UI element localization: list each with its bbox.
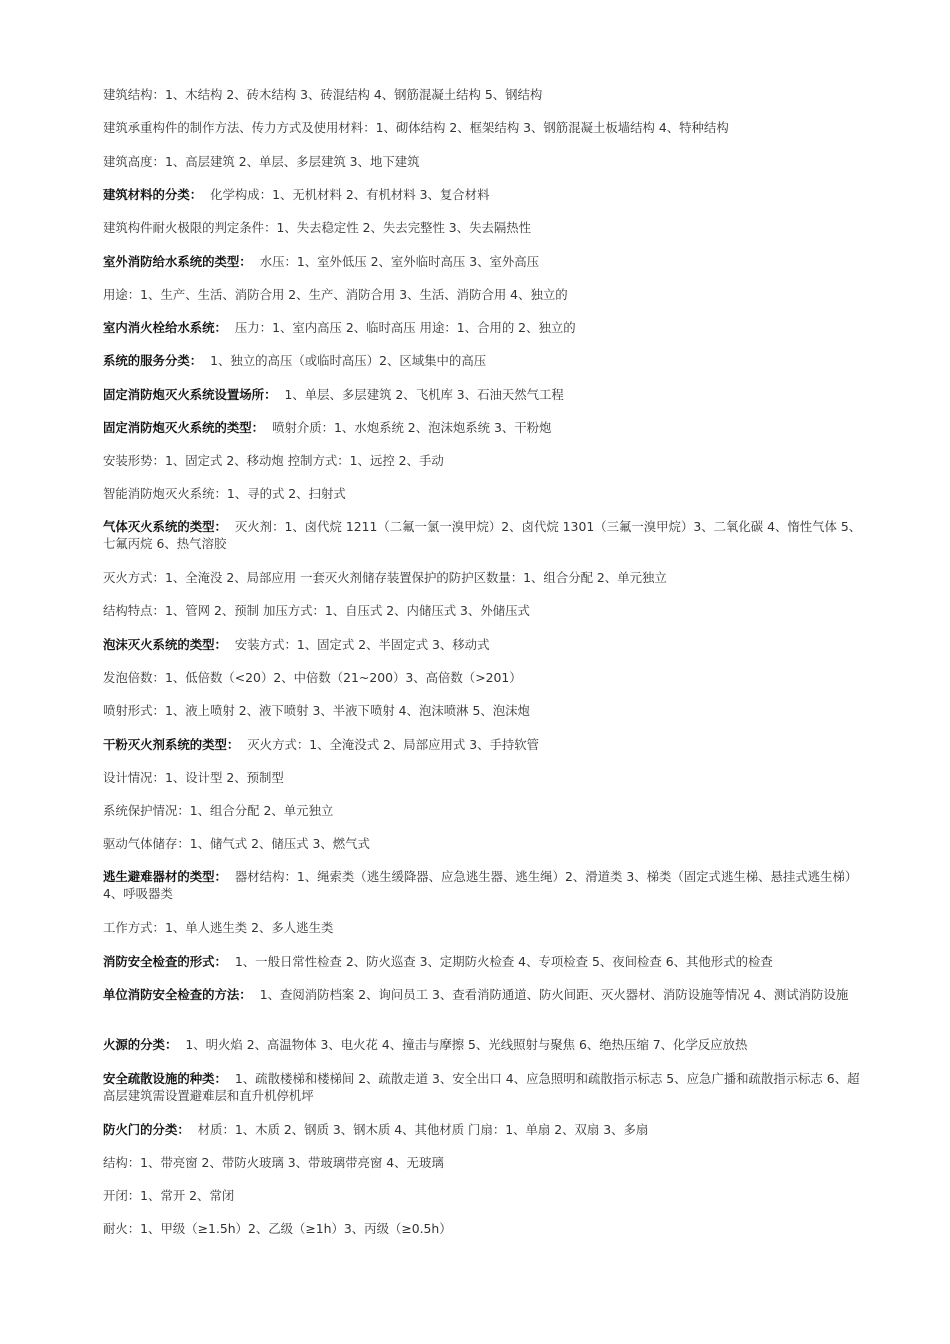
paragraph bbox=[103, 702, 863, 719]
paragraph-text: 开闭：1、常开 2、常闭 bbox=[103, 1188, 235, 1203]
paragraph-heading: 室内消火栓给水系统： bbox=[103, 320, 227, 335]
paragraph-heading: 固定消防炮灭火系统的类型： bbox=[103, 420, 265, 435]
paragraph-text: 用途：1、生产、生活、消防合用 2、生产、消防合用 3、生活、消防合用 4、独立的 bbox=[103, 287, 568, 302]
paragraph-text: 1、疏散楼梯和楼梯间 2、疏散走道 3、安全出口 4、应急照明和疏散指示标志 5、应急广播和疏散指示标志 6、超高层建筑需设置避难层和直升机停机坪 bbox=[103, 1071, 860, 1103]
paragraph-heading: 防火门的分类： bbox=[103, 1122, 190, 1137]
paragraph bbox=[103, 485, 863, 502]
paragraph bbox=[103, 352, 863, 369]
paragraph-text: 工作方式：1、单人逃生类 2、多人逃生类 bbox=[103, 920, 334, 935]
paragraph-text: 1、单层、多层建筑 2、飞机库 3、石油天然气工程 bbox=[284, 387, 564, 402]
paragraph bbox=[103, 452, 863, 469]
paragraph-text: 压力：1、室内高压 2、临时高压 用途：1、合用的 2、独立的 bbox=[234, 320, 576, 335]
paragraph-heading: 火源的分类： bbox=[103, 1037, 178, 1052]
paragraph-text: 灭火方式：1、全淹没式 2、局部应用式 3、手持软管 bbox=[247, 737, 540, 752]
paragraph bbox=[103, 636, 863, 653]
paragraph-text: 发泡倍数：1、低倍数（<20）2、中倍数（21~200）3、高倍数（>201） bbox=[103, 670, 522, 685]
paragraph-text: 驱动气体储存：1、储气式 2、储压式 3、燃气式 bbox=[103, 836, 370, 851]
paragraph bbox=[103, 1220, 863, 1237]
paragraph bbox=[103, 769, 863, 786]
paragraph-heading: 室外消防给水系统的类型： bbox=[103, 254, 252, 269]
paragraph-heading: 安全疏散设施的种类： bbox=[103, 1071, 227, 1086]
paragraph bbox=[103, 419, 863, 436]
paragraph bbox=[103, 919, 863, 936]
paragraph-heading: 消防安全检查的形式： bbox=[103, 954, 227, 969]
paragraph-text: 建筑高度：1、高层建筑 2、单层、多层建筑 3、地下建筑 bbox=[103, 154, 420, 169]
paragraph-heading: 泡沫灭火系统的类型： bbox=[103, 637, 227, 652]
paragraph-text: 系统保护情况：1、组合分配 2、单元独立 bbox=[103, 803, 334, 818]
paragraph-heading: 固定消防炮灭火系统设置场所： bbox=[103, 387, 277, 402]
paragraph bbox=[103, 602, 863, 619]
paragraph-text: 结构：1、带亮窗 2、带防火玻璃 3、带玻璃带亮窗 4、无玻璃 bbox=[103, 1155, 444, 1170]
paragraph-text: 1、一般日常性检查 2、防火巡查 3、定期防火检查 4、专项检查 5、夜间检查 6、其他形式的检查 bbox=[234, 954, 773, 969]
paragraph bbox=[103, 153, 863, 170]
paragraph-text: 结构特点：1、管网 2、预制 加压方式：1、自压式 2、内储压式 3、外储压式 bbox=[103, 603, 530, 618]
paragraph-text: 器材结构：1、绳索类（逃生缓降器、应急逃生器、逃生绳）2、滑道类 3、梯类（固定式逃生梯、悬挂式逃生梯）4、呼吸器类 bbox=[103, 869, 858, 901]
paragraph bbox=[103, 986, 863, 1003]
paragraph bbox=[103, 1121, 863, 1138]
paragraph-heading: 单位消防安全检查的方法： bbox=[103, 987, 252, 1002]
paragraph bbox=[103, 286, 863, 303]
paragraph-text: 喷射形式：1、液上喷射 2、液下喷射 3、半液下喷射 4、泡沫喷淋 5、泡沫炮 bbox=[103, 703, 530, 718]
paragraph-text: 1、独立的高压（或临时高压）2、区域集中的高压 bbox=[210, 353, 487, 368]
paragraph bbox=[103, 835, 863, 852]
paragraph-text: 安装形势：1、固定式 2、移动炮 控制方式：1、远控 2、手动 bbox=[103, 453, 444, 468]
paragraph-text: 化学构成：1、无机材料 2、有机材料 3、复合材料 bbox=[210, 187, 490, 202]
paragraph-text: 灭火方式：1、全淹没 2、局部应用 一套灭火剂储存装置保护的防护区数量：1、组合分配 2、单元独立 bbox=[103, 570, 667, 585]
paragraph-text: 水压：1、室外低压 2、室外临时高压 3、室外高压 bbox=[259, 254, 540, 269]
paragraph-text: 材质：1、木质 2、钢质 3、钢木质 4、其他材质 门扇：1、单扇 2、双扇 3、多扇 bbox=[197, 1122, 649, 1137]
paragraph-heading: 逃生避难器材的类型： bbox=[103, 869, 227, 884]
paragraph-text: 建筑承重构件的制作方法、传力方式及使用材料：1、砌体结构 2、框架结构 3、钢筋混凝土板墙结构 4、特种结构 bbox=[103, 120, 729, 135]
paragraph bbox=[103, 1154, 863, 1171]
paragraph bbox=[103, 736, 863, 753]
paragraph-heading: 建筑材料的分类： bbox=[103, 187, 203, 202]
paragraph bbox=[103, 518, 863, 552]
paragraph bbox=[103, 386, 863, 403]
paragraph-text: 智能消防炮灭火系统：1、寻的式 2、扫射式 bbox=[103, 486, 346, 501]
paragraph-heading: 气体灭火系统的类型： bbox=[103, 519, 227, 534]
paragraph-text: 设计情况：1、设计型 2、预制型 bbox=[103, 770, 284, 785]
paragraph bbox=[103, 569, 863, 586]
paragraph bbox=[103, 186, 863, 203]
paragraph bbox=[103, 802, 863, 819]
paragraph bbox=[103, 1187, 863, 1204]
paragraph-text: 灭火剂：1、卤代烷 1211（二氟一氯一溴甲烷）2、卤代烷 1301（三氟一溴甲烷）3、二氧化碳 4、惰性气体 5、七氟丙烷 6、热气溶胶 bbox=[103, 519, 862, 551]
paragraph bbox=[103, 319, 863, 336]
paragraph bbox=[103, 219, 863, 236]
paragraph bbox=[103, 253, 863, 270]
paragraph-text: 1、明火焰 2、高温物体 3、电火花 4、撞击与摩擦 5、光线照射与聚焦 6、绝热压缩 7、化学反应放热 bbox=[185, 1037, 748, 1052]
paragraph-heading: 干粉灭火剂系统的类型： bbox=[103, 737, 240, 752]
paragraph bbox=[103, 669, 863, 686]
paragraph-text: 1、查阅消防档案 2、询问员工 3、查看消防通道、防火间距、灭火器材、消防设施等情况 4、测试消防设施 bbox=[259, 987, 849, 1002]
paragraph-text: 耐火：1、甲级（≥1.5h）2、乙级（≥1h）3、丙级（≥0.5h） bbox=[103, 1221, 452, 1236]
paragraph bbox=[103, 86, 863, 103]
paragraph-text: 喷射介质：1、水炮系统 2、泡沫炮系统 3、干粉炮 bbox=[272, 420, 552, 435]
paragraph-text: 建筑结构：1、木结构 2、砖木结构 3、砖混结构 4、钢筋混凝土结构 5、钢结构 bbox=[103, 87, 543, 102]
paragraph bbox=[103, 868, 863, 902]
paragraph bbox=[103, 1036, 863, 1053]
paragraph bbox=[103, 953, 863, 970]
paragraph-text: 安装方式：1、固定式 2、半固定式 3、移动式 bbox=[234, 637, 490, 652]
paragraph bbox=[103, 119, 863, 136]
paragraph-text: 建筑构件耐火极限的判定条件：1、失去稳定性 2、失去完整性 3、失去隔热性 bbox=[103, 220, 532, 235]
paragraph-heading: 系统的服务分类： bbox=[103, 353, 203, 368]
paragraph bbox=[103, 1070, 863, 1104]
